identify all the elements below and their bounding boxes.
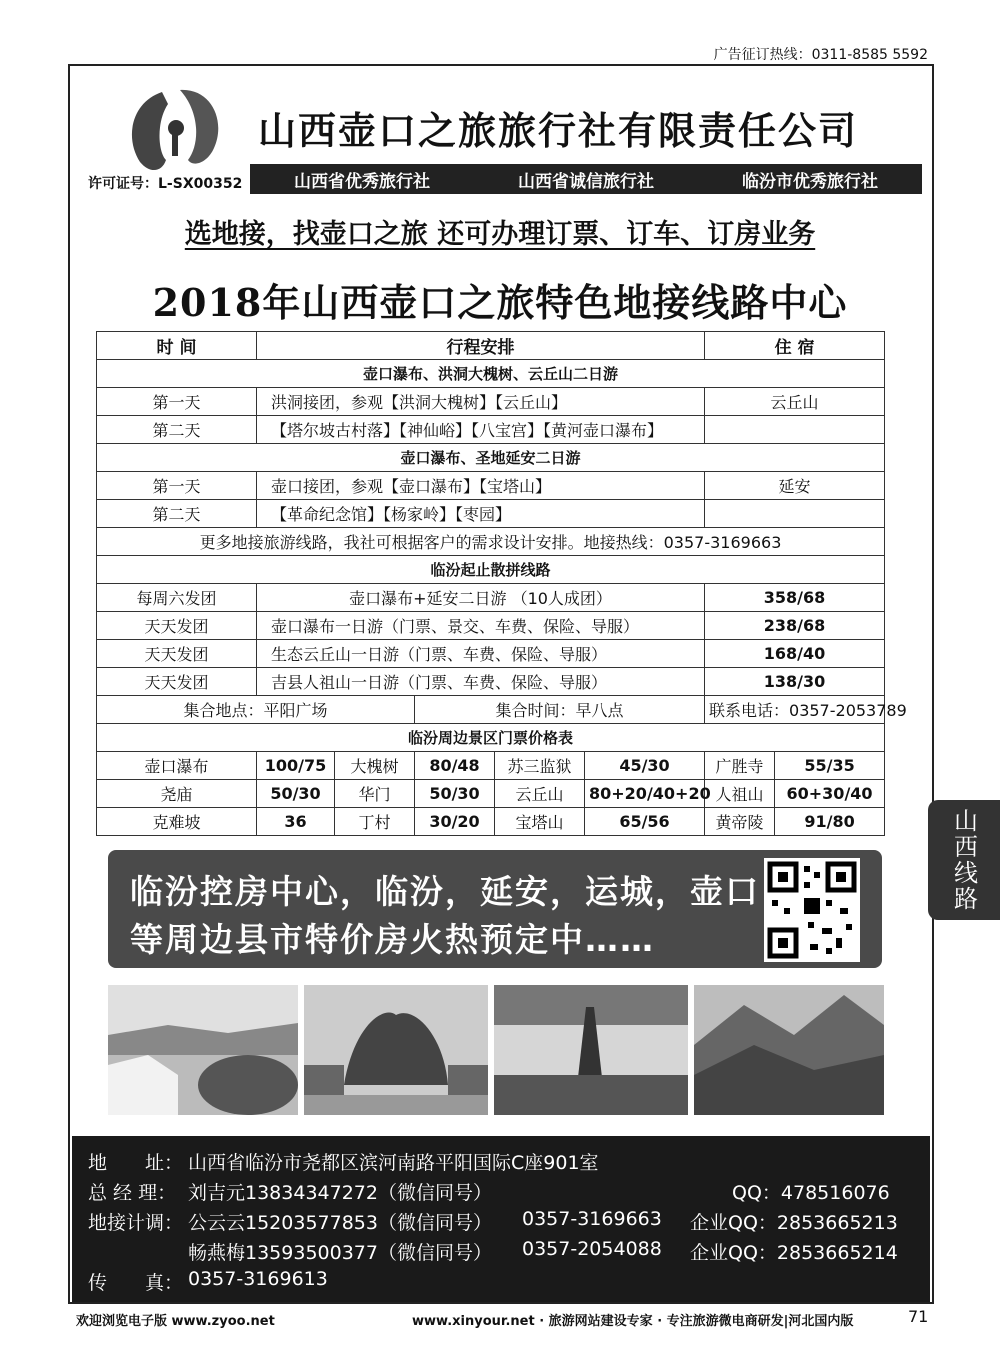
honor-item: 山西省诚信旅行社 [518,171,654,192]
table-row [97,416,885,444]
itinerary-table [96,331,907,836]
scenic-name: 黄帝陵 [705,808,775,836]
meeting-time: 集合时间：早八点 [415,696,705,724]
lodging-cell [705,500,885,528]
table-row [97,640,885,668]
scenic-name: 克难坡 [97,808,257,836]
scenic-name: 云丘山 [495,780,585,808]
lodging-cell: 云丘山 [705,388,885,416]
schedule-cell: 每周六发团 [97,584,257,612]
day-cell: 第一天 [97,472,257,500]
table-row [97,388,885,416]
schedule-cell: 天天发团 [97,640,257,668]
mountain-photo [694,985,884,1115]
qr-code[interactable] [764,858,860,962]
itinerary-cell: 【塔尔坡古村落】【神仙峪】【八宝宫】【黄河壶口瀑布】 [257,416,705,444]
itinerary-cell: 【革命纪念馆】【杨家岭】【枣园】 [257,500,705,528]
more-routes-note: 更多地接旅游线路，我社可根据客户的需求设计安排。地接热线：0357-3169663 [97,528,885,556]
manager-label: 总 经 理： [88,1182,177,1204]
scenic-name: 尧庙 [97,780,257,808]
route-cell: 壶口瀑布一日游（门票、景交、车费、保险、导服） [257,612,705,640]
scenic-price: 91/80 [775,808,885,836]
scenic-price: 100/75 [257,752,335,780]
scenic-name: 大槐树 [335,752,415,780]
itinerary-cell: 洪洞接团，参观【洪洞大槐树】【云丘山】 [257,388,705,416]
header-lodging: 住 宿 [705,332,885,360]
contact-block [72,1136,930,1302]
table-row [97,472,885,500]
license-number: 许可证号：L-SX00352 [88,176,243,192]
schedule-cell: 天天发团 [97,612,257,640]
scenic-price: 36 [257,808,335,836]
header-time: 时 间 [97,332,257,360]
itinerary-cell: 壶口接团，参观【壶口瀑布】【宝塔山】 [257,472,705,500]
pagoda-photo [494,985,688,1115]
address-label: 地 址： [88,1152,184,1174]
temple-gate-photo [304,985,488,1115]
section-title: 临汾周边景区门票价格表 [97,724,885,752]
table-row [97,808,885,836]
dispatch-qq-1: 企业QQ：2853665213 [690,1212,898,1234]
dispatch-label: 地接计调： [88,1212,184,1234]
price-cell: 358/68 [705,584,885,612]
section-title: 壶口瀑布、圣地延安二日游 [97,444,885,472]
address: 山西省临汾市尧都区滨河南路平阳国际C座901室 [188,1152,599,1174]
schedule-cell: 天天发团 [97,668,257,696]
honor-item: 临汾市优秀旅行社 [742,171,878,192]
waterfall-photo [108,985,298,1115]
fax-label: 传 真： [88,1272,184,1294]
price-cell: 138/30 [705,668,885,696]
section-tab-shanxi-routes: 山西线路 [928,800,1000,920]
section-title: 壶口瀑布、洪洞大槐树、云丘山二日游 [97,360,885,388]
company-name: 山西壶口之旅旅行社有限责任公司 [258,109,859,153]
scenic-price: 80/48 [415,752,495,780]
header-itinerary: 行程安排 [257,332,705,360]
footer-left: 欢迎浏览电子版 www.zyoo.net [76,1314,275,1329]
meeting-info-row [97,696,885,724]
manager-qq: QQ：478516076 [732,1182,890,1204]
day-cell: 第一天 [97,388,257,416]
scenic-name: 华门 [335,780,415,808]
scenic-price: 65/56 [585,808,705,836]
honor-item: 山西省优秀旅行社 [294,171,430,192]
dispatch-contact-2: 畅燕梅13593500377（微信同号） [188,1242,492,1264]
route-cell: 生态云丘山一日游（门票、车费、保险、导服） [257,640,705,668]
honors-bar [250,164,922,194]
table-header-row [97,332,885,360]
manager-contact: 刘吉元13834347272（微信同号） [188,1182,492,1204]
table-row [97,584,885,612]
lodging-cell: 延安 [705,472,885,500]
scenic-name: 丁村 [335,808,415,836]
price-cell: 238/68 [705,612,885,640]
route-cell: 吉县人祖山一日游（门票、车费、保险、导服） [257,668,705,696]
day-cell: 第二天 [97,416,257,444]
table-row [97,668,885,696]
table-row [97,780,885,808]
dispatch-phone-2: 0357-2054088 [522,1238,662,1260]
price-cell: 168/40 [705,640,885,668]
main-title: 2018年山西壶口之旅特色地接线路中心 [152,280,848,325]
day-cell: 第二天 [97,500,257,528]
scenic-name: 宝塔山 [495,808,585,836]
table-row [97,500,885,528]
scenic-price: 80+20/40+20 [585,780,705,808]
scenic-name: 人祖山 [705,780,775,808]
page-number: 71 [908,1307,929,1326]
scenic-price: 50/30 [415,780,495,808]
scenic-price: 45/30 [585,752,705,780]
meeting-place: 集合地点：平阳广场 [97,696,415,724]
table-row [97,752,885,780]
footer-right: www.xinyour.net · 旅游网站建设专家 · 专注旅游微电商研发|河北国内版 [412,1314,854,1329]
scenic-name: 广胜寺 [705,752,775,780]
dispatch-contact-1: 公云云15203577853（微信同号） [188,1212,492,1234]
contact-phone: 联系电话：0357-2053789 [705,696,885,724]
table-row [97,612,885,640]
scenic-price: 55/35 [775,752,885,780]
ad-hotline: 广告征订热线：0311-8585 5592 [713,47,928,63]
scenic-name: 壶口瀑布 [97,752,257,780]
slogan: 选地接，找壶口之旅 还可办理订票、订车、订房业务 [184,219,816,250]
dispatch-phone-1: 0357-3169663 [522,1208,662,1230]
fax: 0357-3169613 [188,1268,328,1290]
banner-line-2: 等周边县市特价房火热预定中…… [130,920,655,959]
section-title: 临汾起止散拼线路 [97,556,885,584]
banner-line-1: 临汾控房中心，临汾，延安，运城，壶口 [130,872,760,911]
company-logo [122,82,228,178]
lodging-cell [705,416,885,444]
scenic-price: 30/20 [415,808,495,836]
dispatch-qq-2: 企业QQ：2853665214 [690,1242,898,1264]
scenic-name: 苏三监狱 [495,752,585,780]
route-cell: 壶口瀑布+延安二日游 （10人成团） [257,584,705,612]
scenic-price: 60+30/40 [775,780,885,808]
scenic-price: 50/30 [257,780,335,808]
